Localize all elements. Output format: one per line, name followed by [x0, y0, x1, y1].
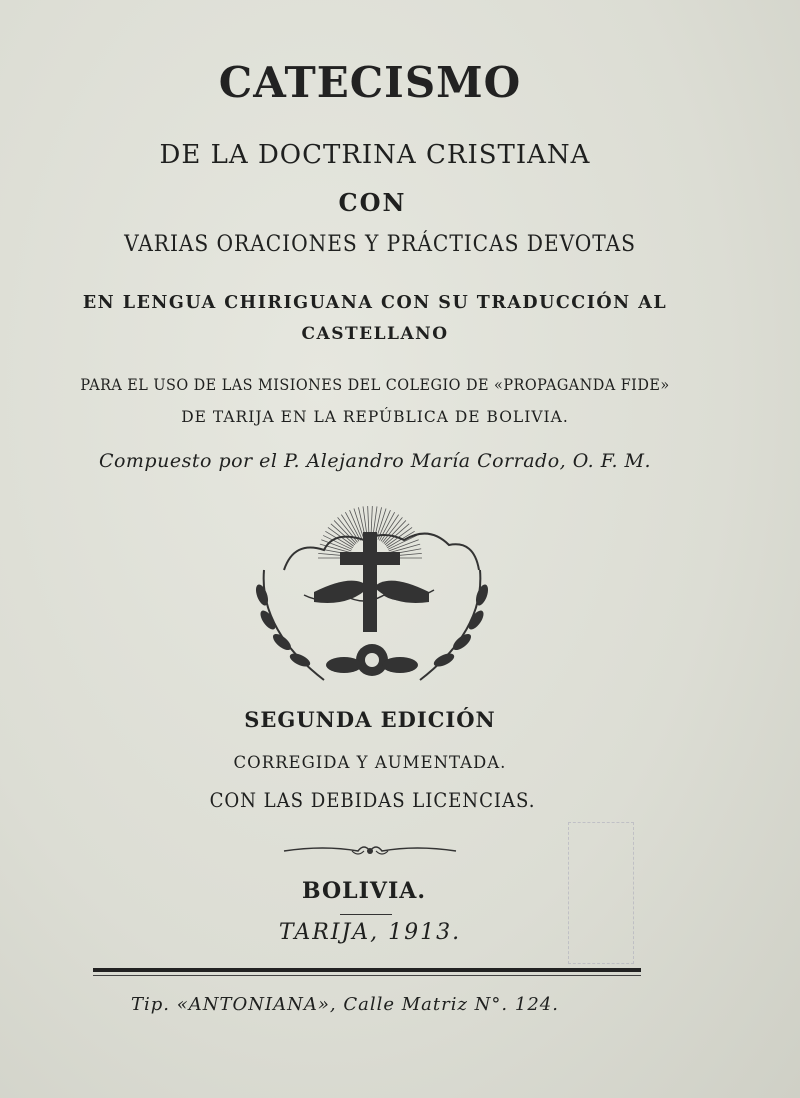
edition-heading: SEGUNDA EDICIÓN	[244, 707, 496, 732]
author-line: Compuesto por el P. Alejandro María Corrado, O. F. M.	[98, 450, 652, 472]
library-stamp	[568, 822, 634, 964]
para-line: PARA EL USO DE LAS MISIONES DEL COLEGIO DE «PROPAGANDA FIDE»	[80, 376, 670, 394]
lengua-line: EN LENGUA CHIRIGUANA CON SU TRADUCCIÓN AL	[82, 293, 668, 313]
licencias-line: CON LAS DEBIDAS LICENCIAS.	[209, 789, 536, 812]
tarija-bolivia-line: DE TARIJA EN LA REPÚBLICA DE BOLIVIA.	[181, 408, 569, 426]
book-subtitle: DE LA DOCTRINA CRISTIANA	[159, 140, 591, 170]
printer-line: Tip. «ANTONIANA», Calle Matriz N°. 124.	[131, 994, 559, 1015]
ornament-divider	[282, 840, 458, 862]
cross-with-laurel-emblem	[244, 500, 500, 690]
corregida-line: CORREGIDA Y AUMENTADA.	[233, 753, 507, 772]
place-date-line: TARIJA, 1913.	[278, 920, 462, 945]
bottom-rule-thin	[93, 975, 641, 976]
country-underline	[340, 914, 392, 915]
bottom-rule-thick	[93, 968, 641, 972]
book-title: CATECISMO	[218, 58, 522, 107]
con-word: CON	[338, 188, 407, 217]
castellano-line: CASTELLANO	[301, 324, 449, 344]
varias-line: VARIAS ORACIONES Y PRÁCTICAS DEVOTAS	[124, 232, 636, 257]
country-line: BOLIVIA.	[301, 878, 426, 904]
